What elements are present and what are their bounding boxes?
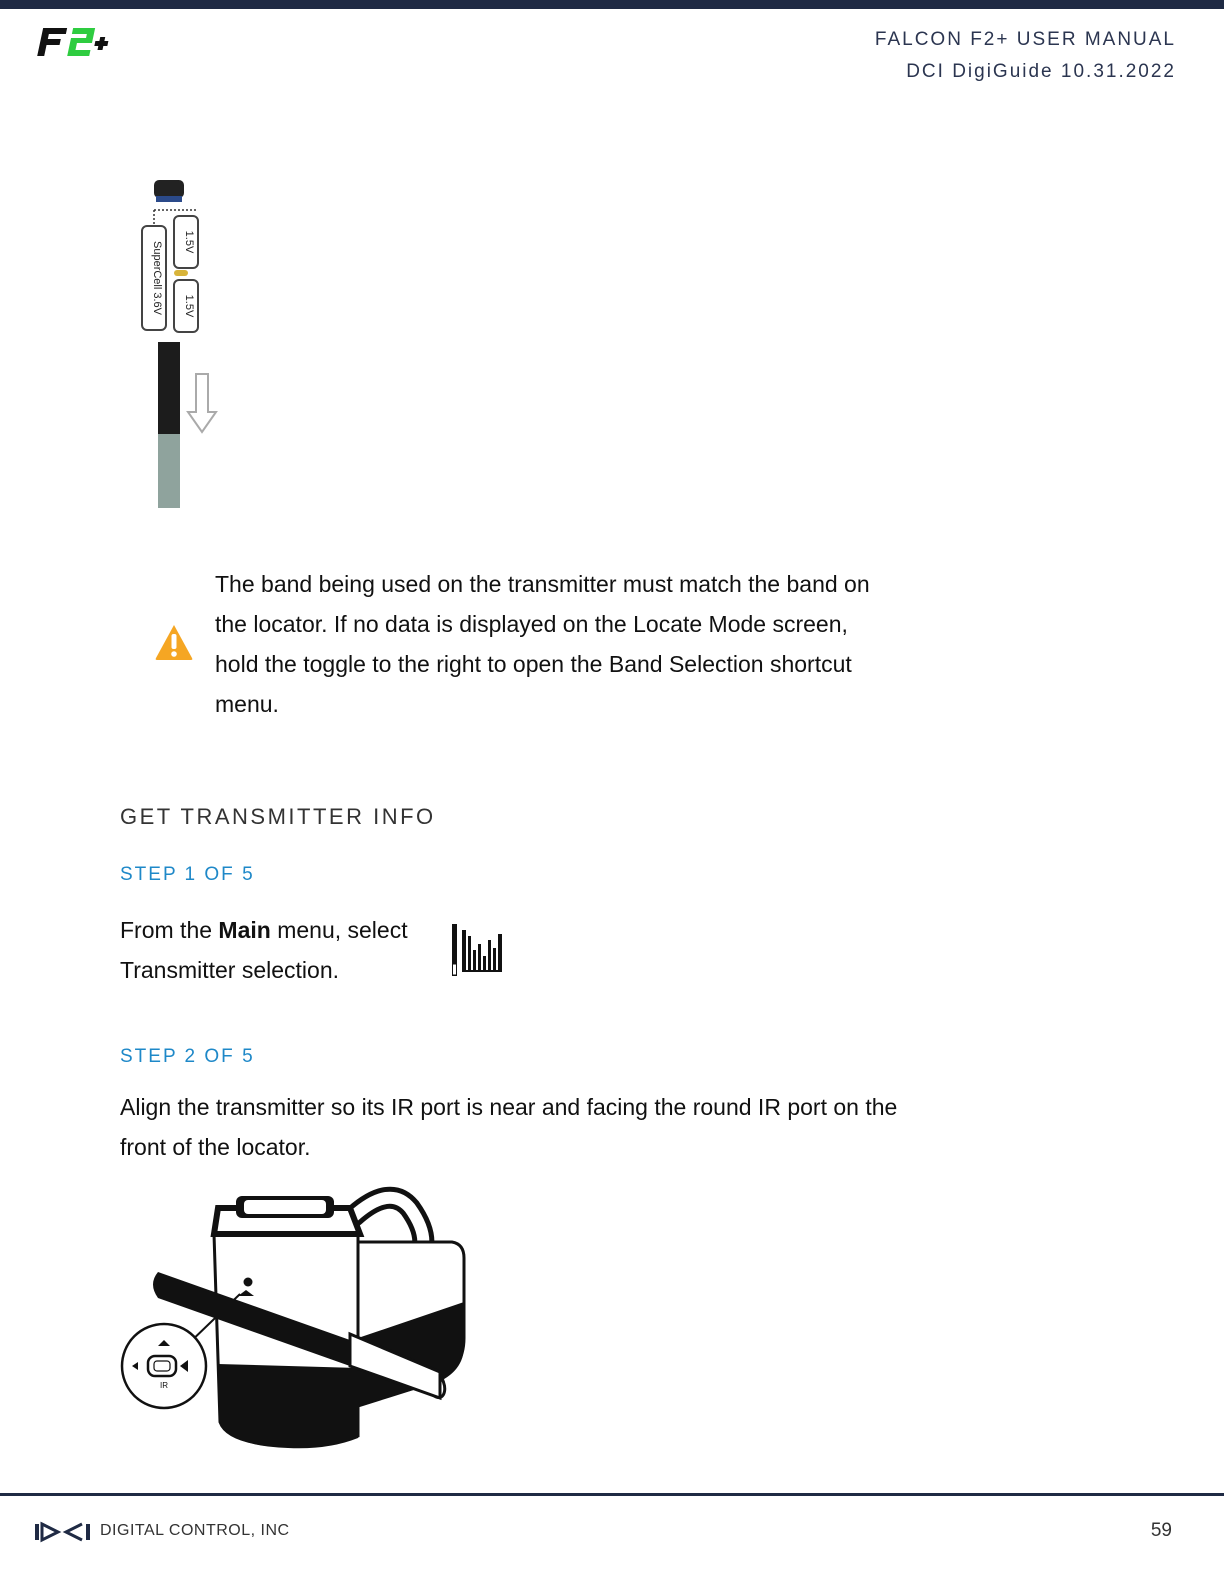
manual-title: FALCON F2+ USER MANUAL (874, 29, 1176, 50)
guide-date: 10.31.2022 (1060, 61, 1176, 82)
ir-callout-label: IR (160, 1381, 168, 1390)
top-bar (0, 0, 1224, 9)
section-title: GET TRANSMITTER INFO (120, 804, 436, 829)
footer-rule (0, 1493, 1224, 1496)
step-1-text-after: menu, select Transmitter selection. (120, 917, 408, 983)
cell-top-label: 1.5V (183, 230, 195, 254)
cell-bottom-label: 1.5V (183, 294, 195, 318)
transmitter-selection-icon (450, 922, 504, 978)
document-header (875, 24, 1176, 88)
supercell-label: SuperCell 3.6V (151, 241, 163, 315)
page-number: 59 (1150, 1520, 1172, 1541)
step-1-text-before: From the (120, 917, 219, 943)
step-1-text (120, 910, 440, 990)
battery-installation-figure (138, 176, 224, 512)
f2-plus-logo (34, 24, 124, 60)
warning-text: The band being used on the transmitter must match the band on the locator. If no data is displayed on the Locate Mode screen, hold the toggle to the right to open the Band Selection shortcut menu. (215, 571, 870, 717)
step-2-text: Align the transmitter so its IR port is near and facing the round IR port on the front of the locator. (120, 1094, 898, 1160)
step-1-label: STEP 1 OF 5 (120, 864, 255, 885)
dci-logo-icon (34, 1521, 92, 1543)
locator-ir-alignment-figure (118, 1186, 468, 1450)
main-menu-term: Main (218, 917, 271, 943)
guide-prefix: DCI DigiGuide (906, 61, 1054, 82)
step-2-label: STEP 2 OF 5 (120, 1046, 255, 1067)
footer-company: DIGITAL CONTROL, INC (100, 1522, 290, 1539)
guide-line (875, 56, 1176, 88)
warning-triangle-icon (154, 623, 194, 661)
